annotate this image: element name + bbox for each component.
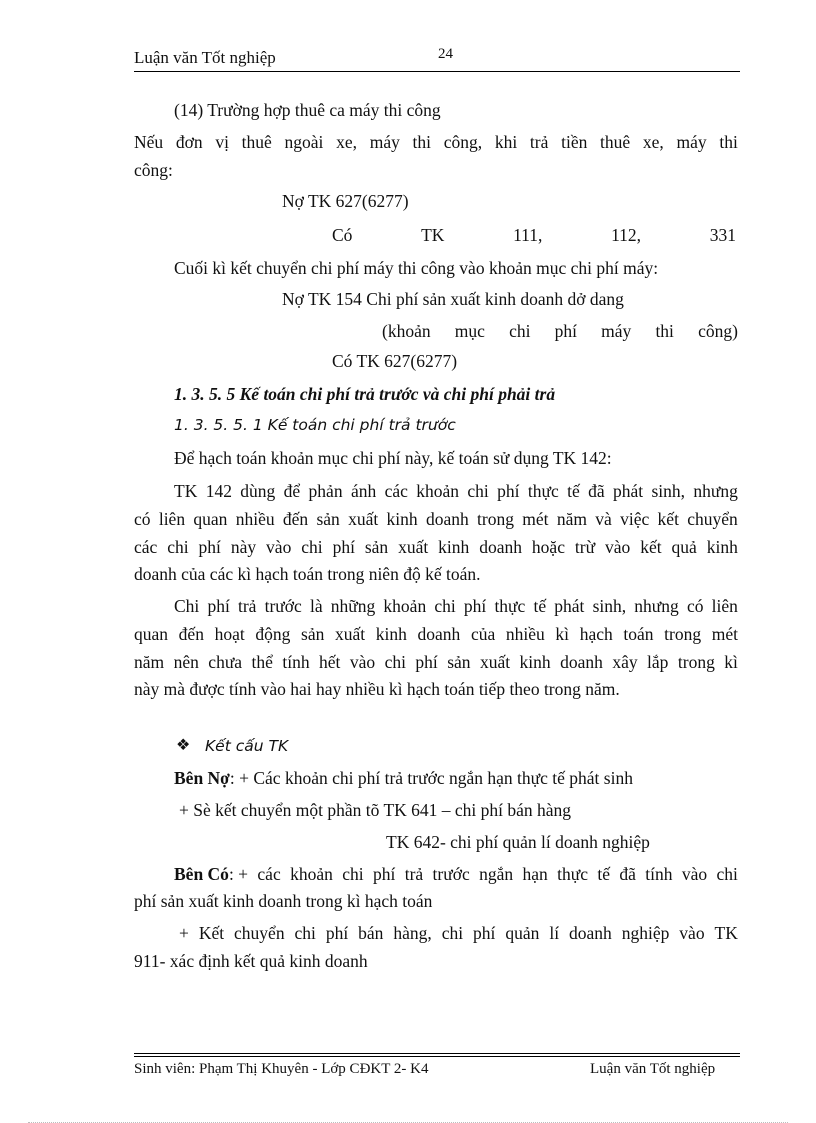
paragraph-line — [174, 480, 738, 502]
word: ánh — [350, 481, 377, 501]
word: thực — [494, 596, 526, 616]
word: sản — [364, 537, 389, 557]
word: kì — [724, 652, 738, 672]
subsection-heading: 1. 3. 5. 5. 1 Kế toán chi phí trả trước — [174, 416, 456, 434]
word: ngắn — [479, 864, 514, 884]
word: chuyển — [234, 923, 285, 943]
word: 142 — [205, 481, 232, 501]
word: quả — [671, 537, 697, 557]
word: nghiệp — [621, 923, 670, 943]
footer-title: Luận văn Tốt nghiệp — [590, 1061, 716, 1077]
word: đơn — [175, 132, 203, 152]
word: việc — [620, 509, 650, 529]
word: vào — [605, 537, 631, 557]
word: hạch — [579, 624, 613, 644]
word: thi — [655, 321, 674, 341]
paragraph-line: này mà được tính vào hai hay nhiều kì hạch toán tiếp theo trong năm. — [134, 679, 620, 699]
section-heading: 1. 3. 5. 5 Kế toán chi phí trả trước và chi phí phải trả — [174, 384, 556, 404]
word: quan — [193, 509, 228, 529]
word: doanh — [479, 537, 522, 557]
paragraph-line: 911- xác định kết quả kinh doanh — [134, 951, 368, 971]
word: công) — [698, 321, 738, 341]
word: doanh — [417, 624, 461, 644]
paragraph-line: Để hạch toán khoản mục chi phí này, kế toán sử dụng TK 142: — [174, 448, 612, 468]
word: sản — [301, 624, 325, 644]
word: xuất — [479, 652, 511, 672]
word: đến — [178, 624, 204, 644]
word: chi — [509, 321, 531, 341]
word: nhưng — [634, 596, 679, 616]
entry-note — [382, 320, 738, 342]
word: vào — [679, 923, 705, 943]
word: những — [330, 596, 376, 616]
footer-rule — [134, 1053, 740, 1054]
word: doanh — [569, 923, 612, 943]
word: mét — [711, 624, 738, 644]
footer-rule — [134, 1056, 740, 1057]
word: : + — [228, 864, 249, 884]
entry-debit-154: Nợ TK 154 Chi phí sản xuất kinh doanh dở dang — [282, 289, 624, 309]
word: phí — [198, 537, 221, 557]
footer-student: Sinh viên: Phạm Thị Khuyên - Lớp CĐKT 2- K4 — [134, 1061, 429, 1077]
word: hàng, — [393, 923, 432, 943]
entry-debit-627: Nợ TK 627(6277) — [282, 191, 409, 211]
word: phản — [308, 481, 343, 501]
word: thuê — [600, 132, 631, 152]
word: phí — [325, 923, 349, 943]
entry-credit-111-112-331 — [332, 224, 736, 246]
word: chi — [467, 481, 489, 501]
word: thi — [719, 132, 738, 152]
word: Chi — [174, 596, 200, 616]
word: vào — [266, 537, 292, 557]
word: nhưng — [693, 481, 738, 501]
word: chi — [301, 537, 323, 557]
paragraph-line: công: — [134, 160, 173, 180]
word: kinh — [386, 509, 418, 529]
word: hết — [319, 652, 341, 672]
paragraph-line — [134, 536, 738, 558]
word: kinh — [519, 652, 551, 672]
word: hoạt — [214, 624, 245, 644]
word: chuyển — [687, 509, 738, 529]
word: vào — [349, 652, 376, 672]
word: kết — [640, 537, 662, 557]
word: chi — [384, 652, 406, 672]
word: năm — [556, 509, 587, 529]
word: xe, — [336, 132, 357, 152]
word: xe, — [642, 132, 664, 152]
word: nên — [173, 652, 199, 672]
word: tính — [645, 864, 673, 884]
word: trả — [529, 132, 549, 152]
word: quản — [505, 923, 540, 943]
word: Có — [332, 225, 353, 245]
word: lắp — [647, 652, 669, 672]
bullet-heading: Kết cấu TK — [205, 737, 289, 755]
word: liên — [158, 509, 186, 529]
word: kinh — [706, 537, 738, 557]
paragraph-line: TK 642- chi phí quản lí doanh nghiệp — [386, 832, 650, 852]
word: sinh, — [592, 596, 627, 616]
word: trả — [404, 864, 424, 884]
word: thi — [412, 132, 432, 152]
word: trong — [677, 652, 715, 672]
word: ngoài — [284, 132, 324, 152]
word: khoản — [290, 864, 333, 884]
word: sinh, — [651, 481, 686, 501]
word: để — [283, 481, 301, 501]
word: tiền — [561, 132, 588, 152]
word: chi — [441, 923, 464, 943]
word: khoản — [383, 596, 427, 616]
paragraph-line — [134, 623, 738, 645]
word: chi — [434, 596, 456, 616]
word: sản — [316, 509, 340, 529]
paragraph-line: + Sè kết chuyển một phần tõ TK 641 – chi phí bán hàng — [179, 800, 572, 820]
word: phí — [207, 596, 230, 616]
word: phí — [372, 864, 396, 884]
word: bán — [358, 923, 384, 943]
word: đã — [619, 864, 636, 884]
word: trong — [477, 509, 514, 529]
word: TK — [714, 923, 738, 943]
word: công, — [443, 132, 483, 152]
word: đến — [282, 509, 309, 529]
word: phí — [497, 481, 520, 501]
word: trước — [432, 864, 470, 884]
word: trả — [237, 596, 257, 616]
word: máy — [369, 132, 400, 152]
paragraph-line — [134, 651, 738, 673]
word: + — [179, 923, 189, 943]
word: tế — [597, 864, 610, 884]
paragraph-line: phí sản xuất kinh doanh trong kì hạch toán — [134, 891, 433, 911]
word: 112, — [611, 225, 642, 245]
word: trừ — [574, 537, 596, 557]
word: lí — [549, 923, 560, 943]
word: tính — [282, 652, 310, 672]
word: (khoản — [382, 321, 431, 341]
word: dùng — [240, 481, 276, 501]
paragraph-line — [134, 131, 738, 153]
word: chi — [342, 864, 364, 884]
credit-text — [229, 863, 738, 885]
word: năm — [134, 652, 165, 672]
word: phí — [332, 537, 355, 557]
word: vị — [215, 132, 229, 152]
word: thực — [527, 481, 559, 501]
paragraph-line: doanh của các kì hạch toán trong niên độ kế toán. — [134, 564, 481, 584]
word: phí — [415, 652, 438, 672]
word: tế — [533, 596, 547, 616]
page-number: 24 — [438, 46, 453, 62]
word: toán — [623, 624, 654, 644]
debit-text: : + Các khoản chi phí trả trước ngắn hạn thực tế phát sinh — [229, 768, 633, 788]
word: Kết — [198, 923, 225, 943]
bullet-diamond-icon: ❖ — [176, 737, 191, 754]
credit-side-line — [174, 863, 738, 885]
word: kinh — [375, 624, 407, 644]
word: phí — [473, 923, 496, 943]
word: kì — [555, 624, 570, 644]
word: thuê — [241, 132, 272, 152]
word: 111, — [513, 225, 543, 245]
line-case-14: (14) Trường hợp thuê ca máy thi công — [174, 100, 441, 120]
word: kết — [657, 509, 679, 529]
word: quan — [134, 624, 169, 644]
word: doanh — [425, 509, 469, 529]
word: nhiều — [505, 624, 545, 644]
word: thể — [251, 652, 273, 672]
word: chi — [294, 923, 316, 943]
word: phát — [554, 596, 585, 616]
word: xây — [612, 652, 638, 672]
word: trong — [664, 624, 702, 644]
word: đã — [588, 481, 605, 501]
paragraph-line — [134, 508, 738, 530]
word: là — [309, 596, 323, 616]
word: của — [470, 624, 496, 644]
word: máy — [601, 321, 632, 341]
word: mục — [454, 321, 485, 341]
word: tế — [567, 481, 580, 501]
word: chi — [716, 864, 738, 884]
word: TK — [421, 225, 445, 245]
word: hạn — [522, 864, 548, 884]
word: động — [255, 624, 291, 644]
word: và — [595, 509, 612, 529]
word: có — [686, 596, 704, 616]
word: phí — [554, 321, 577, 341]
word: kinh — [438, 537, 470, 557]
word: xuất — [398, 537, 429, 557]
header-rule — [134, 71, 740, 72]
debit-side-line — [174, 767, 633, 789]
word: sản — [447, 652, 471, 672]
word: doanh — [560, 652, 603, 672]
word: này — [230, 537, 257, 557]
word: vào — [681, 864, 708, 884]
word: 331 — [709, 225, 736, 245]
debit-label: Bên Nợ — [174, 768, 230, 788]
word: trước — [264, 596, 302, 616]
word: khoản — [416, 481, 460, 501]
word: xuất — [348, 509, 379, 529]
word: các — [384, 481, 408, 501]
word: chưa — [208, 652, 243, 672]
word: mét — [522, 509, 549, 529]
header-title: Luận văn Tốt nghiệp — [134, 48, 276, 67]
word: xuất — [334, 624, 366, 644]
word: các — [257, 864, 281, 884]
word: các — [134, 537, 158, 557]
word: nhiều — [235, 509, 275, 529]
paragraph-line: Cuối kì kết chuyển chi phí máy thi công vào khoản mục chi phí máy: — [174, 258, 659, 278]
word: có — [134, 509, 151, 529]
word: máy — [676, 132, 707, 152]
paragraph-line — [174, 595, 738, 617]
word: TK — [174, 481, 198, 501]
paragraph-line — [179, 922, 738, 944]
word: hoặc — [531, 537, 565, 557]
entry-credit-627: Có TK 627(6277) — [332, 351, 458, 371]
word: liên — [711, 596, 738, 616]
credit-label: Bên Có — [174, 864, 229, 884]
word: phát — [613, 481, 644, 501]
word: khi — [494, 132, 518, 152]
word: Nếu — [134, 132, 164, 152]
word: thực — [557, 864, 588, 884]
word: chi — [167, 537, 189, 557]
word: phí — [463, 596, 487, 616]
